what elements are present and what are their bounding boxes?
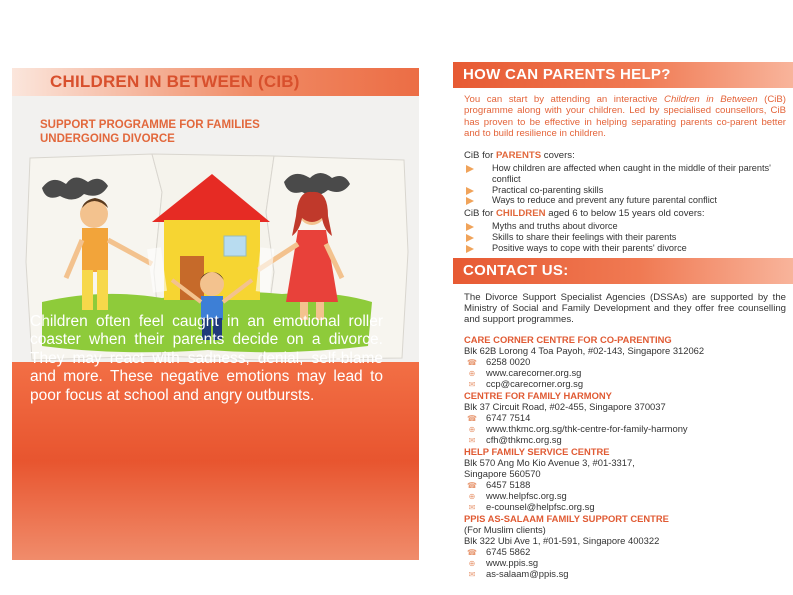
phone-icon: ☎ [467, 548, 477, 557]
org-website: www.ppis.sg [486, 557, 539, 568]
help-intro-italic: Children in Between [664, 94, 758, 105]
list-item [464, 221, 786, 232]
children-covers-list [464, 221, 786, 253]
list-item-text: Ways to reduce and prevent any future parental conflict [492, 195, 717, 206]
org-email: as-salaam@ppis.sg [486, 568, 569, 579]
org-email: cfh@thkmc.org.sg [486, 434, 562, 445]
children-covers-heading [464, 208, 786, 219]
parents-suffix: covers: [541, 150, 575, 161]
parents-covers-list [464, 163, 786, 206]
org-address-help-fsc-1: Blk 570 Ang Mo Kio Avenue 3, #01-3317, [464, 457, 635, 468]
org-address-help-fsc-2: Singapore 560570 [464, 468, 541, 479]
list-item [464, 163, 786, 185]
parents-covers-heading [464, 150, 786, 161]
mail-icon: ✉ [468, 503, 476, 512]
contact-heading: CONTACT US: [463, 262, 569, 279]
list-item [464, 195, 786, 206]
house-window [224, 236, 246, 256]
children-prefix: CiB for [464, 208, 496, 219]
list-item [464, 243, 786, 254]
subtitle-line-2: UNDERGOING DIVORCE [40, 133, 175, 145]
globe-icon: ⊕ [468, 559, 476, 568]
org-address-care-corner: Blk 62B Lorong 4 Toa Payoh, #02-143, Singapore 312062 [464, 345, 705, 356]
org-phone: 6258 0020 [486, 356, 531, 367]
globe-icon: ⊕ [468, 369, 476, 378]
org-phone-row [464, 546, 530, 557]
father-leg-right [97, 270, 108, 310]
org-phone-row [464, 479, 530, 490]
father-leg-left [82, 270, 93, 310]
list-item [464, 232, 786, 243]
bullet-arrow-icon [466, 197, 474, 205]
list-item-text: Myths and truths about divorce [492, 221, 618, 231]
mail-icon: ✉ [468, 380, 476, 389]
list-item-text: Practical co-parenting skills [492, 184, 604, 195]
subtitle-line-1: SUPPORT PROGRAMME FOR FAMILIES [40, 119, 260, 131]
org-phone-row [464, 412, 530, 423]
bullet-arrow-icon [466, 245, 474, 253]
help-intro [464, 94, 786, 140]
org-address-ppis: Blk 322 Ubi Ave 1, #01-591, Singapore 400322 [464, 535, 660, 546]
org-email-row [464, 378, 583, 389]
help-heading: HOW CAN PARENTS HELP? [463, 66, 671, 83]
help-heading-band [453, 62, 793, 88]
org-email-row [464, 434, 562, 445]
org-website: www.thkmc.org.sg/thk-centre-for-family-harmony [486, 423, 688, 434]
children-keyword: CHILDREN [496, 208, 546, 219]
children-suffix: aged 6 to below 15 years old covers: [545, 208, 705, 219]
org-note-ppis: (For Muslim clients) [464, 524, 546, 535]
org-name-ppis: PPIS AS-SALAAM FAMILY SUPPORT CENTRE [464, 513, 669, 524]
org-name-help-fsc: HELP FAMILY SERVICE CENTRE [464, 446, 610, 457]
org-website: www.carecorner.org.sg [486, 367, 582, 378]
org-web-row [464, 490, 567, 501]
bullet-arrow-icon [466, 223, 474, 231]
org-name-care-corner: CARE CORNER CENTRE FOR CO-PARENTING [464, 334, 672, 345]
org-email-row [464, 568, 568, 579]
org-name-family-harmony: CENTRE FOR FAMILY HARMONY [464, 390, 612, 401]
help-intro-part2: (CiB) programme along with your children. Led by specialised counsellors, CiB has proven to be effective in helping separating parents co-parent better and to build resilience in children. [464, 94, 786, 140]
mail-icon: ✉ [468, 436, 476, 445]
org-phone: 6747 7514 [486, 412, 531, 423]
globe-icon: ⊕ [468, 425, 476, 434]
list-item-text: How children are affected when caught in the middle of their parents' conflict [492, 163, 771, 184]
org-email-row [464, 501, 595, 512]
org-phone: 6457 5188 [486, 479, 531, 490]
org-email: e-counsel@helpfsc.org.sg [486, 501, 595, 512]
phone-icon: ☎ [467, 481, 477, 490]
mail-icon: ✉ [468, 570, 476, 579]
right-panel [453, 62, 793, 579]
org-web-row [464, 423, 688, 434]
org-phone: 6745 5862 [486, 546, 531, 557]
contact-heading-band [453, 258, 793, 284]
org-web-row [464, 557, 538, 568]
contact-intro: The Divorce Support Specialist Agencies (DSSAs) are supported by the Ministry of Social and Family Development and they offer free counselling and support programmes. [464, 292, 786, 326]
org-web-row [464, 367, 581, 378]
list-item [464, 185, 786, 196]
list-item-text: Skills to share their feelings with their parents [492, 231, 677, 242]
parents-keyword: PARENTS [496, 150, 542, 161]
help-intro-part1: You can start by attending an interactive [464, 94, 665, 105]
brochure-subtitle [40, 118, 340, 146]
org-website: www.helpfsc.org.sg [486, 490, 567, 501]
org-phone-row [464, 356, 530, 367]
phone-icon: ☎ [467, 414, 477, 423]
list-item-text: Positive ways to cope with their parents' divorce [492, 242, 687, 253]
father-shirt [82, 228, 108, 272]
bullet-arrow-icon [466, 165, 474, 173]
brochure-title: CHILDREN IN BETWEEN (CIB) [50, 72, 300, 91]
org-address-family-harmony: Blk 37 Circuit Road, #02-455, Singapore 370037 [464, 401, 666, 412]
globe-icon: ⊕ [468, 492, 476, 501]
parents-prefix: CiB for [464, 150, 496, 161]
org-email: ccp@carecorner.org.sg [486, 378, 584, 389]
phone-icon: ☎ [467, 358, 477, 367]
bullet-arrow-icon [466, 187, 474, 195]
bullet-arrow-icon [466, 234, 474, 242]
intro-quote: Children often feel caught in an emotional roller coaster when their parents decide on a divorce. They may react with sadness, denial, self-blame and more. These negative emotions may lead to poor focus at school and angry outbursts. [30, 313, 383, 404]
